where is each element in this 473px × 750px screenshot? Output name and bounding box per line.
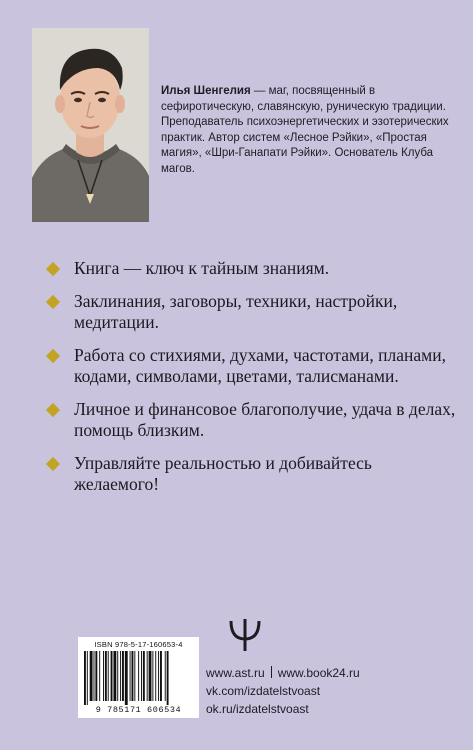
diamond-bullet-icon: [46, 403, 60, 417]
barcode-bar: [141, 651, 142, 701]
psi-logo-icon: [227, 617, 263, 658]
link-vk[interactable]: vk.com/izdatelstvoast: [206, 684, 321, 698]
barcode-bar: [152, 651, 153, 701]
link-ast[interactable]: www.ast.ru: [206, 666, 265, 680]
barcode-bar: [95, 651, 97, 701]
barcode-bar: [155, 651, 156, 701]
barcode-bar: [117, 651, 118, 701]
link-ok[interactable]: ok.ru/izdatelstvoast: [206, 702, 309, 716]
author-photo: [32, 28, 149, 222]
barcode-bar: [143, 651, 145, 701]
feature-item: Управляйте реальностью и добивайтесь желаемого!: [48, 453, 458, 495]
barcode-bar: [132, 651, 134, 701]
barcode-bar: [90, 651, 93, 701]
barcode-bar: [138, 651, 139, 701]
barcode-bar: [111, 651, 113, 701]
diamond-bullet-icon: [46, 262, 60, 276]
author-bio-text: — маг, посвященный в сефиротическую, славянскую, руническую традиции. Преподаватель психоэнергетических и эзотерических практик. Автор систем «Лесное Рэйки», «Простая магия», «Шри-Ганапати Рэйки». Основатель Клуба магов.: [161, 85, 449, 175]
barcode-bar: [160, 651, 162, 701]
barcode-bar: [158, 651, 159, 701]
feature-item: Работа со стихиями, духами, частотами, планами, кодами, символами, цветами, талисманами.: [48, 345, 458, 387]
barcode-bar: [167, 651, 169, 705]
barcode-bar: [108, 651, 109, 701]
barcode-bar: [99, 651, 100, 701]
barcode-bar: [94, 651, 95, 701]
link-book24[interactable]: www.book24.ru: [277, 666, 360, 680]
barcode-bar: [84, 651, 86, 705]
barcode-bar: [130, 651, 131, 701]
diamond-bullet-icon: [46, 349, 60, 363]
author-name: Илья Шенгелия: [161, 85, 251, 97]
barcode-bar: [122, 651, 124, 701]
divider: [271, 666, 272, 678]
diamond-bullet-icon: [46, 457, 60, 471]
barcode-bar: [165, 651, 166, 701]
feature-item: Личное и финансовое благополучие, удача в делах, помощь близким.: [48, 399, 458, 441]
author-bio: [161, 84, 449, 178]
barcode: [78, 637, 199, 718]
links-row-sites: [206, 664, 466, 682]
feature-list: [48, 258, 458, 507]
barcode-bar: [125, 651, 128, 705]
isbn-number: ISBN 978-5-17-160653-4: [94, 640, 183, 649]
barcode-bar: [149, 651, 152, 701]
feature-item: Заклинания, заговоры, техники, настройки, медитации.: [48, 291, 458, 333]
barcode-bar: [103, 651, 104, 701]
barcode-bar: [147, 651, 148, 701]
barcode-bars: [84, 651, 193, 705]
publisher-links: [206, 664, 466, 718]
diamond-bullet-icon: [46, 295, 60, 309]
barcode-bar: [105, 651, 107, 701]
feature-item: Книга — ключ к тайным знаниям.: [48, 258, 458, 279]
barcode-digits: 9 785171 606534: [95, 705, 182, 715]
barcode-bar: [134, 651, 135, 701]
barcode-bar: [120, 651, 121, 701]
barcode-bar: [87, 651, 88, 705]
barcode-bar: [113, 651, 116, 701]
